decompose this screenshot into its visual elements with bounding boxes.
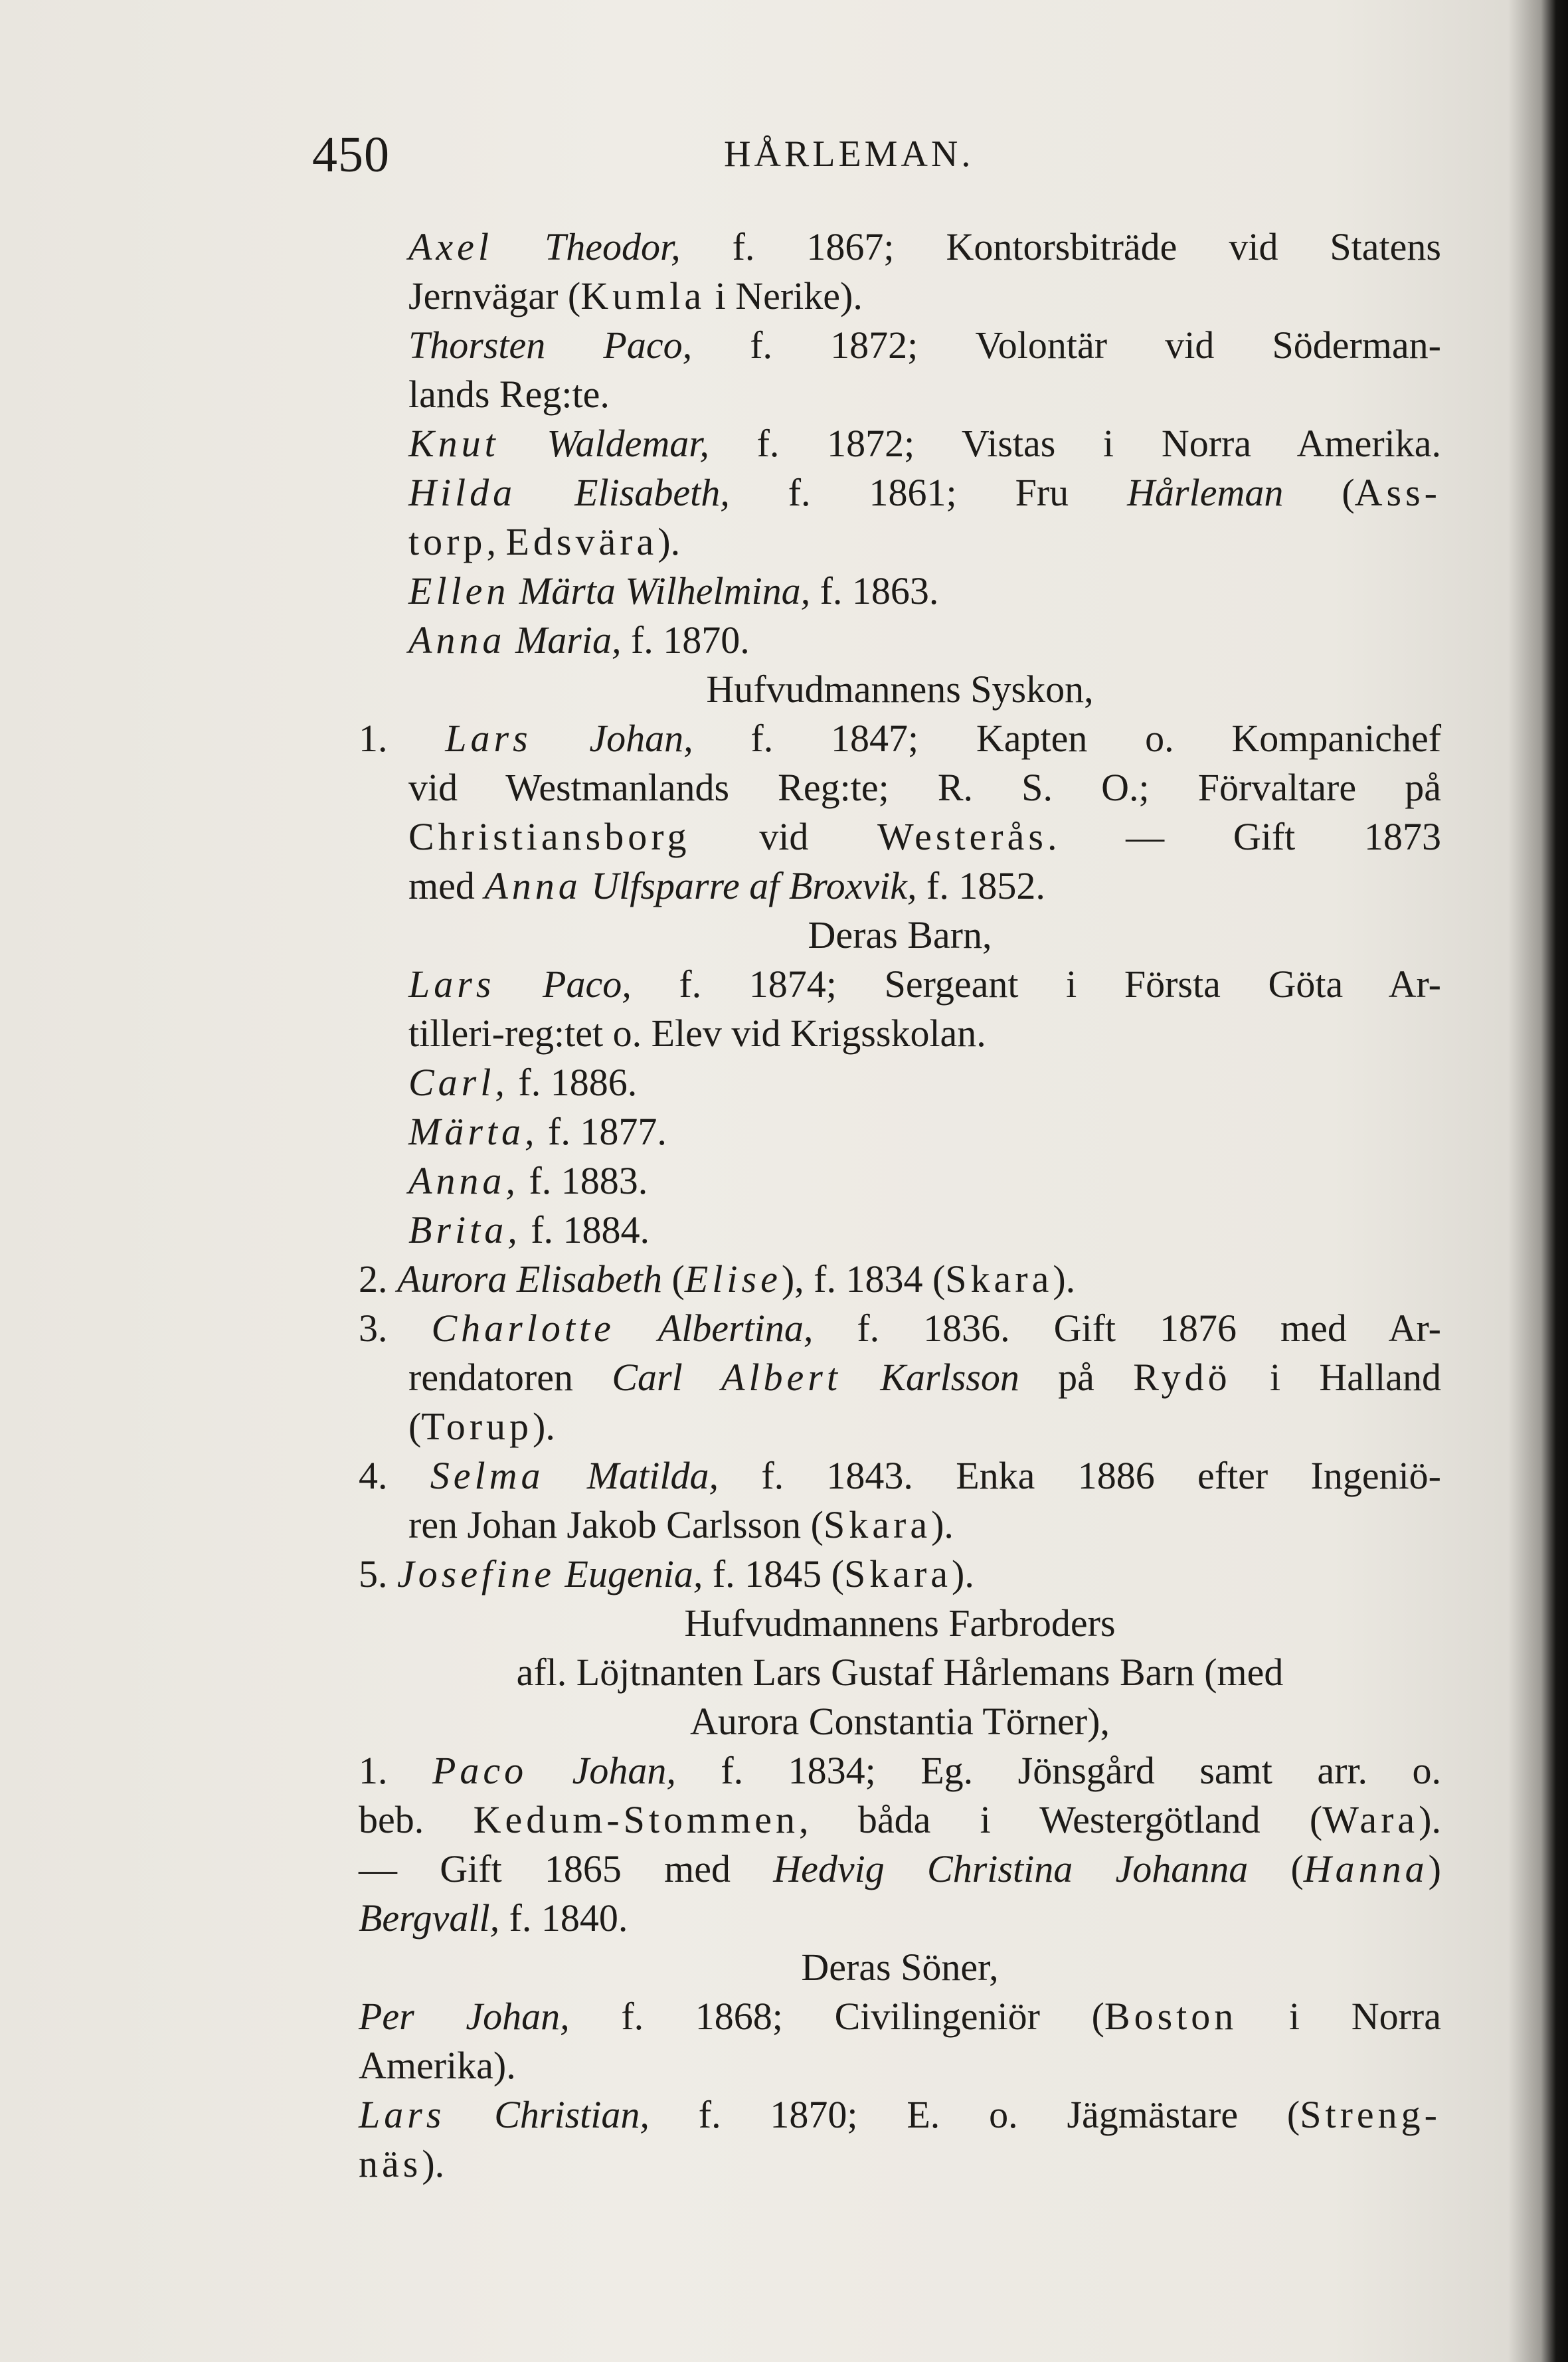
text-segment: Elise xyxy=(684,1257,782,1301)
text-segment: Wara xyxy=(1322,1798,1419,1841)
text-segment: Theodor, xyxy=(493,225,681,268)
text-line xyxy=(359,2090,1441,2139)
text-segment: ). xyxy=(422,2142,445,2185)
text-segment: f. 1883. xyxy=(519,1159,648,1202)
text-segment: f. 1868; Civilingeniör ( xyxy=(569,1995,1104,2038)
text-segment: . — Gift 1873 xyxy=(1047,815,1441,858)
text-segment: med xyxy=(408,864,485,907)
text-segment: 1. xyxy=(359,717,446,760)
text-segment: f. 1845 ( xyxy=(703,1552,844,1595)
text-segment: ). xyxy=(657,520,681,563)
text-line xyxy=(359,714,1441,763)
text-segment: Kedum-Stommen xyxy=(473,1798,799,1841)
text-line xyxy=(359,321,1441,370)
text-segment: Hilda xyxy=(408,471,517,514)
text-line xyxy=(359,223,1441,272)
text-segment: Märta, xyxy=(408,1110,539,1153)
text-segment: Anna, xyxy=(408,1159,519,1202)
text-line xyxy=(359,862,1441,911)
text-segment: torp xyxy=(408,520,487,563)
text-line xyxy=(359,1599,1441,1648)
text-segment: 1. xyxy=(359,1749,432,1792)
text-segment: Streng- xyxy=(1300,2093,1441,2136)
text-segment: f. 1840. xyxy=(499,1896,628,1940)
text-segment: Ellen xyxy=(408,569,510,612)
text-segment: — Gift 1865 med xyxy=(359,1847,774,1890)
text-segment: Knut xyxy=(408,422,499,465)
text-line xyxy=(359,812,1441,862)
text-segment: Ulfsparre af Broxvik, xyxy=(581,864,917,907)
text-segment: Karlsson xyxy=(841,1356,1019,1399)
text-line xyxy=(359,1795,1441,1845)
text-segment: Torup xyxy=(421,1405,533,1448)
text-segment: Deras Söner, xyxy=(801,1946,999,1989)
text-segment: Brita, xyxy=(408,1208,521,1251)
text-segment: Anna xyxy=(408,618,506,662)
text-segment: f. 1872; Volontär vid Söderman- xyxy=(692,323,1441,367)
text-segment: Albert xyxy=(721,1356,841,1399)
text-segment: Skara xyxy=(843,1552,952,1595)
text-line xyxy=(359,911,1441,960)
text-line xyxy=(359,1156,1441,1206)
text-segment: f. 1843. Enka 1886 efter Ingeniö- xyxy=(719,1454,1441,1497)
text-segment: Paco xyxy=(432,1749,528,1792)
text-segment: Hårleman xyxy=(1127,471,1284,514)
text-line xyxy=(359,2041,1441,2090)
text-segment: i Halland xyxy=(1231,1356,1441,1399)
text-line xyxy=(359,1845,1441,1894)
text-line xyxy=(359,1746,1441,1795)
text-segment: Lars xyxy=(408,962,495,1006)
text-line xyxy=(359,1009,1441,1058)
text-line xyxy=(359,1550,1441,1599)
text-segment: Amerika). xyxy=(359,2044,516,2087)
text-line xyxy=(359,1255,1441,1304)
running-head: HÅRLEMAN. xyxy=(724,134,974,175)
text-segment: f. 1884. xyxy=(521,1208,650,1251)
text-line xyxy=(359,272,1441,321)
text-segment: f. 1867; Kontorsbiträde vid Statens xyxy=(680,225,1441,268)
text-segment: ( xyxy=(1248,1847,1304,1890)
text-line xyxy=(359,517,1441,567)
text-line xyxy=(359,370,1441,419)
text-segment: afl. Löjtnanten Lars Gustaf Hårlemans Barn (med xyxy=(516,1651,1284,1694)
text-segment: Carl, xyxy=(408,1061,509,1104)
text-line xyxy=(359,1206,1441,1255)
text-line xyxy=(359,1894,1441,1943)
text-segment: Edsvära xyxy=(505,520,658,563)
text-segment: Waldemar, xyxy=(499,422,709,465)
text-segment: Lars xyxy=(359,2093,446,2136)
text-segment: f. 1870; E. o. Jägmästare ( xyxy=(649,2093,1300,2136)
text-segment: Jernvägar ( xyxy=(408,274,581,318)
text-segment: f. 1886. xyxy=(508,1061,638,1104)
text-line xyxy=(359,1943,1441,1992)
text-line xyxy=(359,468,1441,517)
text-segment: ren Johan Jakob Carlsson ( xyxy=(408,1503,824,1546)
text-segment: Anna xyxy=(484,864,582,907)
text-segment: ( xyxy=(662,1257,685,1301)
text-segment: 5. xyxy=(359,1552,397,1595)
text-line xyxy=(359,1304,1441,1353)
text-segment: Hufvudmannens Farbroders xyxy=(684,1601,1116,1645)
text-segment: Axel xyxy=(408,225,493,268)
text-line xyxy=(359,960,1441,1009)
text-segment: ( xyxy=(408,1405,422,1448)
text-segment: ). xyxy=(931,1503,954,1546)
text-segment: rendatoren xyxy=(408,1356,612,1399)
text-segment: 2. xyxy=(359,1257,397,1301)
text-segment: Christian, xyxy=(445,2093,650,2136)
text-segment: Selma xyxy=(430,1454,545,1497)
text-segment: f. 1836. Gift 1876 med Ar- xyxy=(813,1307,1441,1350)
text-line xyxy=(359,2139,1441,2189)
text-segment: Rydö xyxy=(1133,1356,1231,1399)
page-number: 450 xyxy=(312,127,390,183)
text-segment: Josefine xyxy=(397,1552,556,1595)
text-segment: Matilda, xyxy=(544,1454,719,1497)
page-header xyxy=(312,126,1308,193)
text-segment: Charlotte xyxy=(431,1307,615,1350)
text-segment: Hanna xyxy=(1303,1847,1429,1890)
text-segment: Thorsten Paco, xyxy=(408,323,693,367)
text-segment: Lars xyxy=(445,717,532,760)
text-segment: Bergvall, xyxy=(359,1896,500,1940)
text-segment: ). xyxy=(533,1405,555,1448)
text-segment: Albertina, xyxy=(614,1307,814,1350)
text-line xyxy=(359,1451,1441,1500)
text-segment: f. 1872; Vistas i Norra Amerika. xyxy=(709,422,1441,465)
text-line xyxy=(359,1107,1441,1156)
text-line xyxy=(359,763,1441,812)
text-segment: näs xyxy=(359,2142,422,2185)
text-segment: Aurora Elisabeth xyxy=(397,1257,663,1301)
text-segment: f. 1870. xyxy=(621,618,750,662)
text-segment: ( xyxy=(1283,471,1355,514)
text-line xyxy=(359,1058,1441,1107)
text-segment: f. 1877. xyxy=(538,1110,667,1153)
text-segment: , xyxy=(486,520,506,563)
text-segment: Johan, xyxy=(531,717,693,760)
text-segment: Skara xyxy=(824,1503,932,1546)
genealogy-text xyxy=(359,223,1441,2189)
text-segment: i Nerike). xyxy=(705,274,863,318)
text-segment: , båda i Westergötland ( xyxy=(799,1798,1323,1841)
text-segment: Hufvudmannens Syskon, xyxy=(706,668,1094,711)
text-segment: lands Reg:te. xyxy=(408,373,610,416)
text-line xyxy=(359,665,1441,714)
text-segment: Maria, xyxy=(505,618,622,662)
text-segment: ). xyxy=(1053,1257,1076,1301)
text-segment: f. 1863. xyxy=(810,569,939,612)
text-segment: Westerås xyxy=(877,815,1047,858)
text-segment: Skara xyxy=(945,1257,1053,1301)
text-segment: f. 1847; Kapten o. Kompanichef xyxy=(693,717,1442,760)
text-segment: vid xyxy=(690,815,878,858)
text-segment: Kumla xyxy=(580,274,706,318)
text-segment: beb. xyxy=(359,1798,474,1841)
text-line xyxy=(359,419,1441,468)
text-segment: Ass- xyxy=(1354,471,1441,514)
text-segment: f. 1852. xyxy=(916,864,1045,907)
text-line xyxy=(359,567,1441,616)
text-segment: Boston xyxy=(1104,1995,1238,2038)
text-segment: f. 1874; Sergeant i Första Göta Ar- xyxy=(631,962,1441,1006)
text-line xyxy=(359,616,1441,665)
text-segment: ). xyxy=(952,1552,974,1595)
text-segment: Deras Barn, xyxy=(808,913,992,956)
text-segment: ) xyxy=(1428,1847,1441,1890)
text-segment: Aurora Constantia Törner), xyxy=(690,1700,1110,1743)
text-segment: i Norra xyxy=(1237,1995,1441,2038)
text-segment: vid Westmanlands Reg:te; R. S. O.; Förvaltare på xyxy=(408,766,1441,809)
text-segment: Paco, xyxy=(495,962,632,1006)
text-line xyxy=(359,1697,1441,1746)
text-line xyxy=(359,1992,1441,2041)
text-segment: Märta Wilhelmina, xyxy=(509,569,811,612)
text-segment: Johan, xyxy=(527,1749,676,1792)
text-segment: Elisabeth, xyxy=(516,471,730,514)
text-line xyxy=(359,1353,1441,1402)
text-segment: f. 1834; Eg. Jönsgård samt arr. o. xyxy=(675,1749,1442,1792)
text-segment: på xyxy=(1019,1356,1134,1399)
text-line xyxy=(359,1402,1441,1451)
text-segment: Hedvig Christina Johanna xyxy=(773,1847,1249,1890)
text-line xyxy=(359,1648,1441,1697)
text-segment: 4. xyxy=(359,1454,430,1497)
text-segment: Per Johan, xyxy=(359,1995,570,2038)
text-segment: ). xyxy=(1419,1798,1441,1841)
book-binding-shadow xyxy=(1508,0,1568,2362)
text-segment: 3. xyxy=(359,1307,432,1350)
text-segment: Carl xyxy=(612,1356,722,1399)
text-segment: Christiansborg xyxy=(408,815,691,858)
text-segment: Eugenia, xyxy=(555,1552,703,1595)
text-line xyxy=(359,1500,1441,1550)
text-segment: tilleri-reg:tet o. Elev vid Krigsskolan. xyxy=(408,1012,986,1055)
text-segment: ), f. 1834 ( xyxy=(781,1257,946,1301)
text-segment: f. 1861; Fru xyxy=(729,471,1128,514)
